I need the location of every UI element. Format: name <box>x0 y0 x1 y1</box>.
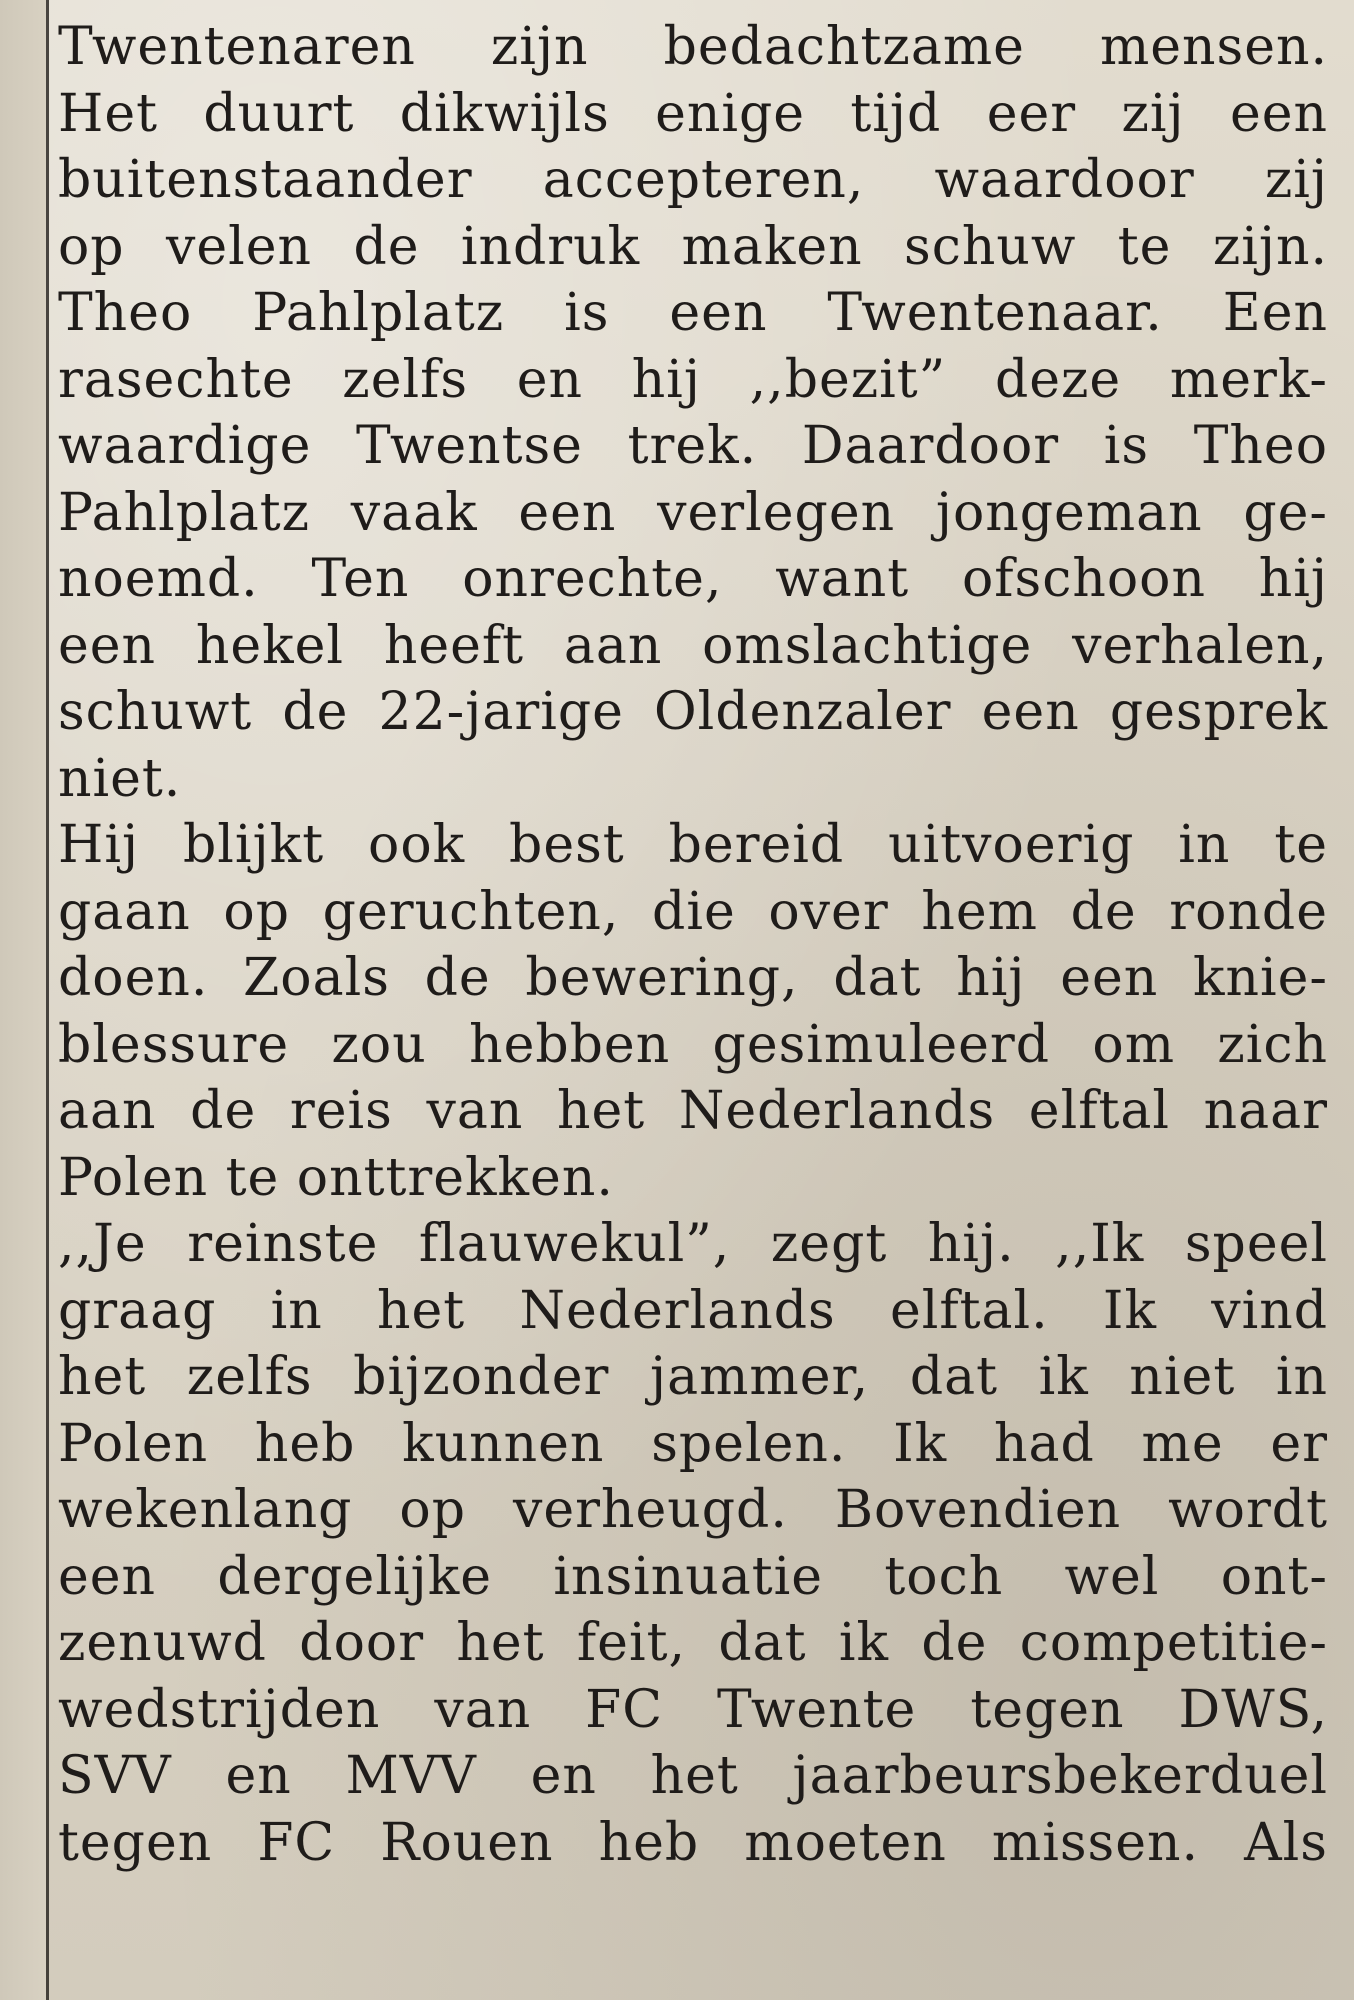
text-line: aan de reis van het Nederlands elftal naar <box>58 1081 1328 1141</box>
text-line: het zelfs bijzonder jammer, dat ik niet in <box>58 1347 1328 1407</box>
text-line: zenuwd door het feit, dat ik de competitie- <box>58 1613 1328 1673</box>
text-line: waardige Twentse trek. Daardoor is Theo <box>58 416 1328 476</box>
text-line: Polen heb kunnen spelen. Ik had me er <box>58 1413 1328 1474</box>
page-margin <box>0 0 46 2000</box>
text-line: schuwt de 22-jarige Oldenzaler een gesprek <box>58 682 1328 742</box>
article-text <box>58 14 1328 1876</box>
text-line: Theo Pahlplatz is een Twentenaar. Een <box>58 283 1328 343</box>
text-line: niet. <box>58 748 182 809</box>
column-rule <box>46 0 49 2000</box>
paragraph-2 <box>58 812 1328 1211</box>
text-line: buitenstaander accepteren, waardoor zij <box>58 150 1328 210</box>
text-line: tegen FC Rouen heb moeten missen. Als <box>58 1812 1328 1873</box>
text-line: rasechte zelfs en hij ,,bezit” deze merk- <box>58 349 1328 410</box>
text-line: blessure zou hebben gesimuleerd om zich <box>58 1014 1328 1075</box>
text-line: op velen de indruk maken schuw te zijn. <box>58 216 1328 277</box>
text-line: Pahlplatz vaak een verlegen jongeman ge- <box>58 482 1328 543</box>
text-line: wekenlang op verheugd. Bovendien wordt <box>58 1480 1328 1540</box>
text-line: een hekel heeft aan omslachtige verhalen, <box>58 615 1328 676</box>
text-line: een dergelijke insinuatie toch wel ont- <box>58 1546 1328 1607</box>
text-line: noemd. Ten onrechte, want ofschoon hij <box>58 549 1328 609</box>
text-line: graag in het Nederlands elftal. Ik vind <box>58 1280 1328 1341</box>
text-line: ,,Je reinste flauwekul”, zegt hij. ,,Ik speel <box>58 1214 1328 1274</box>
text-line: Hij blijkt ook best bereid uitvoerig in te <box>58 815 1328 875</box>
paragraph-1 <box>58 14 1328 812</box>
text-line: Polen te onttrekken. <box>58 1147 614 1208</box>
text-line: doen. Zoals de bewering, dat hij een knie- <box>58 948 1328 1008</box>
text-line: Twentenaren zijn bedachtzame mensen. <box>58 17 1328 77</box>
paragraph-3 <box>58 1211 1328 1876</box>
text-line: gaan op geruchten, die over hem de ronde <box>58 881 1328 942</box>
text-line: wedstrijden van FC Twente tegen DWS, <box>58 1679 1328 1740</box>
text-line: Het duurt dikwijls enige tijd eer zij een <box>58 83 1328 144</box>
text-line: SVV en MVV en het jaarbeursbekerduel <box>58 1746 1328 1806</box>
